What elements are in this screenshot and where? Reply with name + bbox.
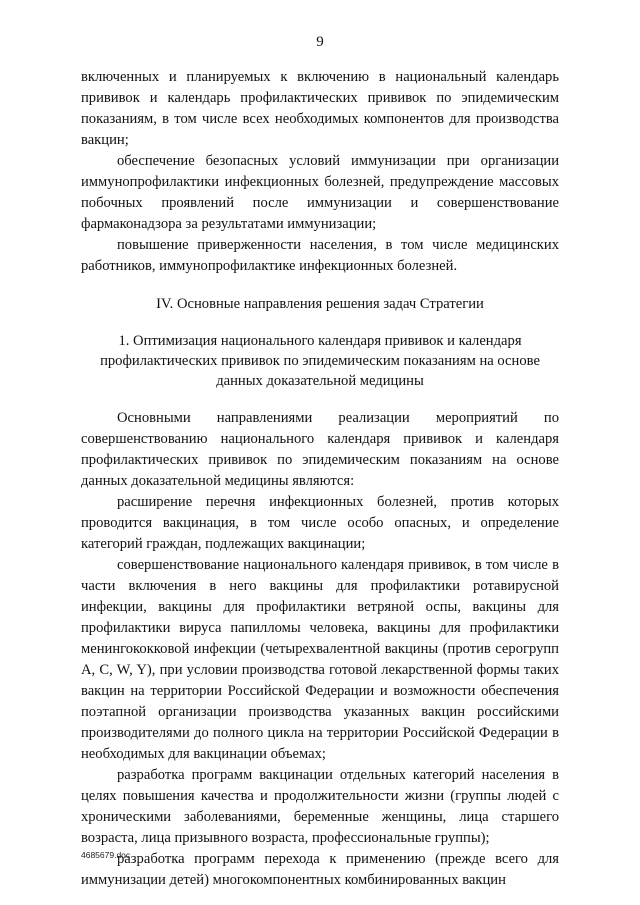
paragraph-expand-list: расширение перечня инфекционных болезней, против которых проводится вакцинация, в том числе особо опасных, и определение категорий граждан, подлежащих вакцинации;	[81, 494, 559, 552]
paragraph-safe-immunization: обеспечение безопасных условий иммунизации при организации иммунопрофилактики инфекционных болезней, предупреждение массовых побочных проявлений после иммунизации и совершенствование фармаконадзора за результатами иммунизации;	[81, 153, 559, 232]
paragraph-continuation: включенных и планируемых к включению в национальный календарь прививок и календарь профилактических прививок по эпидемическим показаниям, в том числе всех необходимых компонентов для производства вакцин;	[81, 69, 559, 148]
paragraph-improve-calendar: совершенствование национального календаря прививок, в том числе в части включения в него вакцины для профилактики ротавирусной инфекции, вакцины для профилактики ветряной оспы, вакцины для профилактики вируса папилломы человека, вакцины для профилактики менингококковой инфекции (четырехвалентной вакцины (против серогрупп A, C, W, Y), при условии производства готовой лекарственной формы таких вакцин на территории Российской Федерации и возможности обеспечения поэтапной организации производства указанных вакцин российскими производителями до полного цикла на территории Российской Федерации в необходимых для вакцинации объемах;	[81, 557, 559, 762]
paragraph-vaccination-programs: разработка программ вакцинации отдельных категорий населения в целях повышения качества и продолжительности жизни (группы людей с хроническими заболеваниями, беременные женщины, лица старшего возраста, лица призывного возраста, профессиональные группы);	[81, 767, 559, 846]
paragraph-adherence: повышение приверженности населения, в том числе медицинских работников, иммунопрофилактике инфекционных болезней.	[81, 237, 559, 274]
sub-heading: 1. Оптимизация национального календаря прививок и календаря профилактических прививок по эпидемическим показаниям на основе данных доказательной медицины	[100, 333, 540, 389]
document-body	[81, 67, 559, 891]
paragraph-main-directions: Основными направлениями реализации мероприятий по совершенствованию национального календаря прививок и календаря профилактических прививок по эпидемическим показаниям на основе данных доказательной медицины являются:	[81, 410, 559, 489]
section-heading: IV. Основные направления решения задач Стратегии	[156, 296, 484, 312]
page-number: 9	[316, 34, 324, 50]
footer-filename: 4685679.doc	[81, 850, 131, 860]
paragraph-transition-programs: разработка программ перехода к применению (прежде всего для иммунизации детей) многокомпонентных комбинированных вакцин	[81, 851, 559, 888]
